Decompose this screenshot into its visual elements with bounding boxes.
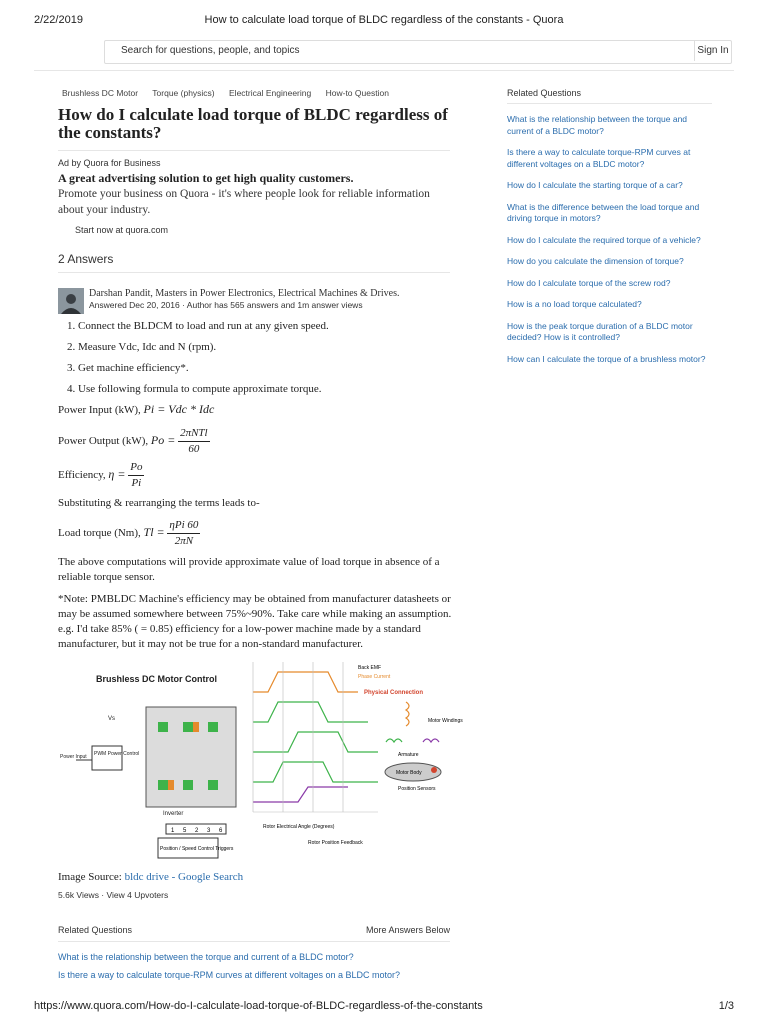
sidebar-related-link[interactable]: How can I calculate the torque of a brushless motor? xyxy=(507,353,706,364)
topic-link[interactable]: Torque (physics) xyxy=(152,88,215,98)
motor-body-label: Motor Body xyxy=(396,770,422,776)
topic-link[interactable]: Electrical Engineering xyxy=(229,88,312,98)
note-text: *Note: PMBLDC Machine's efficiency may be obtained from manufacturer datasheets or may be assumed somewhere between 75%~90%. Take care while making an assumption. e.g. I'd take 85% ( = 0.85) efficiency for a low-power machine made by a standard manufacturer, but it may not be true for a non-standard manufacturer. xyxy=(58,593,452,650)
sidebar-related-link[interactable]: Is there a way to calculate torque-RPM curves at different voltages on a BLDC motor? xyxy=(507,147,691,169)
load-torque-label: Load torque (Nm), xyxy=(58,527,141,540)
list-item: 4. Use following formula to compute approximate torque. xyxy=(78,379,329,400)
trigger-label: 2 xyxy=(195,828,199,834)
list-item: 3. Get machine efficiency*. xyxy=(78,358,329,379)
power-input-label: Power Input (kW), xyxy=(58,404,141,416)
sidebar-divider xyxy=(507,103,712,104)
image-source-prefix: Image Source: xyxy=(58,871,122,883)
sidebar-related-link[interactable]: How do I calculate the required torque of a vehicle? xyxy=(507,234,701,245)
power-output-formula xyxy=(58,426,210,457)
sidebar-related-link[interactable]: How is the peak torque duration of a BLDC motor decided? How is it controlled? xyxy=(507,320,693,342)
inverter-label: Inverter xyxy=(163,811,184,817)
physical-connection-label: Physical Connection xyxy=(364,690,424,696)
substituting-text: Substituting & rearranging the terms leads to- xyxy=(58,497,260,509)
answers-divider xyxy=(58,272,450,273)
related-title: Related Questions xyxy=(58,925,133,935)
conclusion-text: The above computations will provide approximate value of load torque in absence of a reliable torque sensor. xyxy=(58,556,440,583)
load-torque-formula xyxy=(58,518,200,549)
topic-list xyxy=(62,88,401,98)
trigger-label: 1 xyxy=(171,828,175,834)
answers-count: 2 Answers xyxy=(58,252,114,266)
answer-stats[interactable]: 5.6k Views · View 4 Upvoters xyxy=(58,890,169,900)
sign-in-button[interactable]: Sign In xyxy=(694,41,731,61)
fraction-denominator: 60 xyxy=(188,443,200,455)
load-torque-lhs: Tl = xyxy=(143,525,165,540)
vs-label: Vs xyxy=(108,716,116,722)
search-bar[interactable] xyxy=(104,40,732,64)
pwm-label: PWM Power Control xyxy=(94,751,140,757)
armature-label: Armature xyxy=(398,752,419,758)
power-input-formula xyxy=(58,402,214,418)
sidebar-related-list xyxy=(507,114,712,375)
ad-headline[interactable]: A great advertising solution to get high quality customers. xyxy=(58,171,354,185)
answer-steps xyxy=(58,316,329,400)
answer-meta: Answered Dec 20, 2016 · Author has 565 answers and 1m answer views xyxy=(89,300,363,310)
phase-current-label: Phase Current xyxy=(358,674,391,680)
print-title: How to calculate load torque of BLDC regardless of the constants - Quora xyxy=(204,14,564,26)
sidebar-related-link[interactable]: How do I calculate torque of the screw rod? xyxy=(507,277,671,288)
sidebar-related-link[interactable]: How do you calculate the dimension of torque? xyxy=(507,256,684,266)
efficiency-fraction xyxy=(128,460,144,491)
fraction-numerator: 2πNTl xyxy=(178,426,210,442)
efficiency-lhs: η = xyxy=(108,467,126,482)
sidebar-title: Related Questions xyxy=(507,88,582,98)
rotor-angle-label: Rotor Electrical Angle (Degrees) xyxy=(263,824,335,830)
coil-purple xyxy=(423,739,439,742)
image-source-link[interactable]: bldc drive - Google Search xyxy=(124,871,244,883)
pwm-box xyxy=(92,746,122,770)
bldc-diagram xyxy=(58,662,463,862)
sidebar-related-link[interactable]: How is a no load torque calculated? xyxy=(507,299,642,309)
coil-green xyxy=(386,739,402,742)
power-input-equation: Pi = Vdc * Idc xyxy=(143,402,215,416)
topic-link[interactable]: How-to Question xyxy=(325,88,389,98)
ad-label: Ad by Quora for Business xyxy=(58,158,161,168)
list-item: 2. Measure Vdc, Idc and N (rpm). xyxy=(78,337,329,358)
related-link[interactable]: What is the relationship between the torque and current of a BLDC motor? xyxy=(58,952,354,962)
coil-orange xyxy=(406,702,409,726)
header-divider xyxy=(34,70,734,71)
power-input-label: Power Input xyxy=(60,754,87,760)
sidebar-related-link[interactable]: How do I calculate the starting torque of a car? xyxy=(507,180,683,190)
power-output-fraction xyxy=(178,426,210,457)
related-link[interactable]: Is there a way to calculate torque-RPM curves at different voltages on a BLDC motor? xyxy=(58,970,400,980)
list-item: 1. Connect the BLDCM to load and run at any given speed. xyxy=(78,316,329,337)
question-title: How do I calculate load torque of BLDC regardless of the constants? xyxy=(58,105,448,142)
trigger-label: 3 xyxy=(207,828,211,834)
fraction-denominator: 2πN xyxy=(174,535,194,547)
motor-windings-label: Motor Windings xyxy=(428,718,463,724)
image-source xyxy=(58,870,243,885)
position-speed-label: Position / Speed Control Triggers xyxy=(160,846,234,852)
print-date: 2/22/2019 xyxy=(34,14,83,26)
topic-link[interactable]: Brushless DC Motor xyxy=(62,88,139,98)
trigger-label: 5 xyxy=(183,828,187,834)
search-input[interactable]: Search for questions, people, and topics xyxy=(121,45,300,56)
trigger-boxes xyxy=(166,824,226,834)
fraction-numerator: Po xyxy=(128,460,144,476)
related-questions-bottom xyxy=(58,925,450,980)
print-page-number: 1/3 xyxy=(718,1000,734,1012)
position-sensors-label: Position Sensors xyxy=(398,786,436,792)
efficiency-formula xyxy=(58,460,144,491)
waveforms xyxy=(253,672,378,802)
sidebar-related-link[interactable]: What is the difference between the load torque and driving torque in motors? xyxy=(507,201,700,223)
sensor-dot xyxy=(431,767,437,773)
title-divider xyxy=(58,150,450,151)
power-output-label: Power Output (kW), xyxy=(58,435,149,448)
ad-body: Promote your business on Quora - it's where people look for reliable information about your industry. xyxy=(58,188,430,216)
efficiency-label: Efficiency, xyxy=(58,469,106,482)
author-credential[interactable]: Darshan Pandit, Masters in Power Electronics, Electrical Machines & Drives. xyxy=(89,288,400,299)
avatar[interactable] xyxy=(58,288,84,314)
rotor-feedback-label: Rotor Position Feedback xyxy=(308,840,363,846)
more-answers-link[interactable]: More Answers Below xyxy=(365,925,450,935)
sidebar-related-link[interactable]: What is the relationship between the torque and current of a BLDC motor? xyxy=(507,114,688,136)
diagram-title: Brushless DC Motor Control xyxy=(96,674,218,684)
power-output-lhs: Po = xyxy=(150,433,176,448)
print-url: https://www.quora.com/How-do-I-calculate-load-torque-of-BLDC-regardless-of-the-constants xyxy=(34,1000,483,1012)
back-emf-label: Back EMF xyxy=(358,665,382,671)
trigger-label: 6 xyxy=(219,828,223,834)
fraction-denominator: Pi xyxy=(131,477,142,489)
ad-link[interactable]: Start now at quora.com xyxy=(75,225,169,235)
fraction-numerator: ηPi 60 xyxy=(167,518,200,534)
load-torque-fraction xyxy=(167,518,200,549)
related-divider xyxy=(58,941,450,942)
